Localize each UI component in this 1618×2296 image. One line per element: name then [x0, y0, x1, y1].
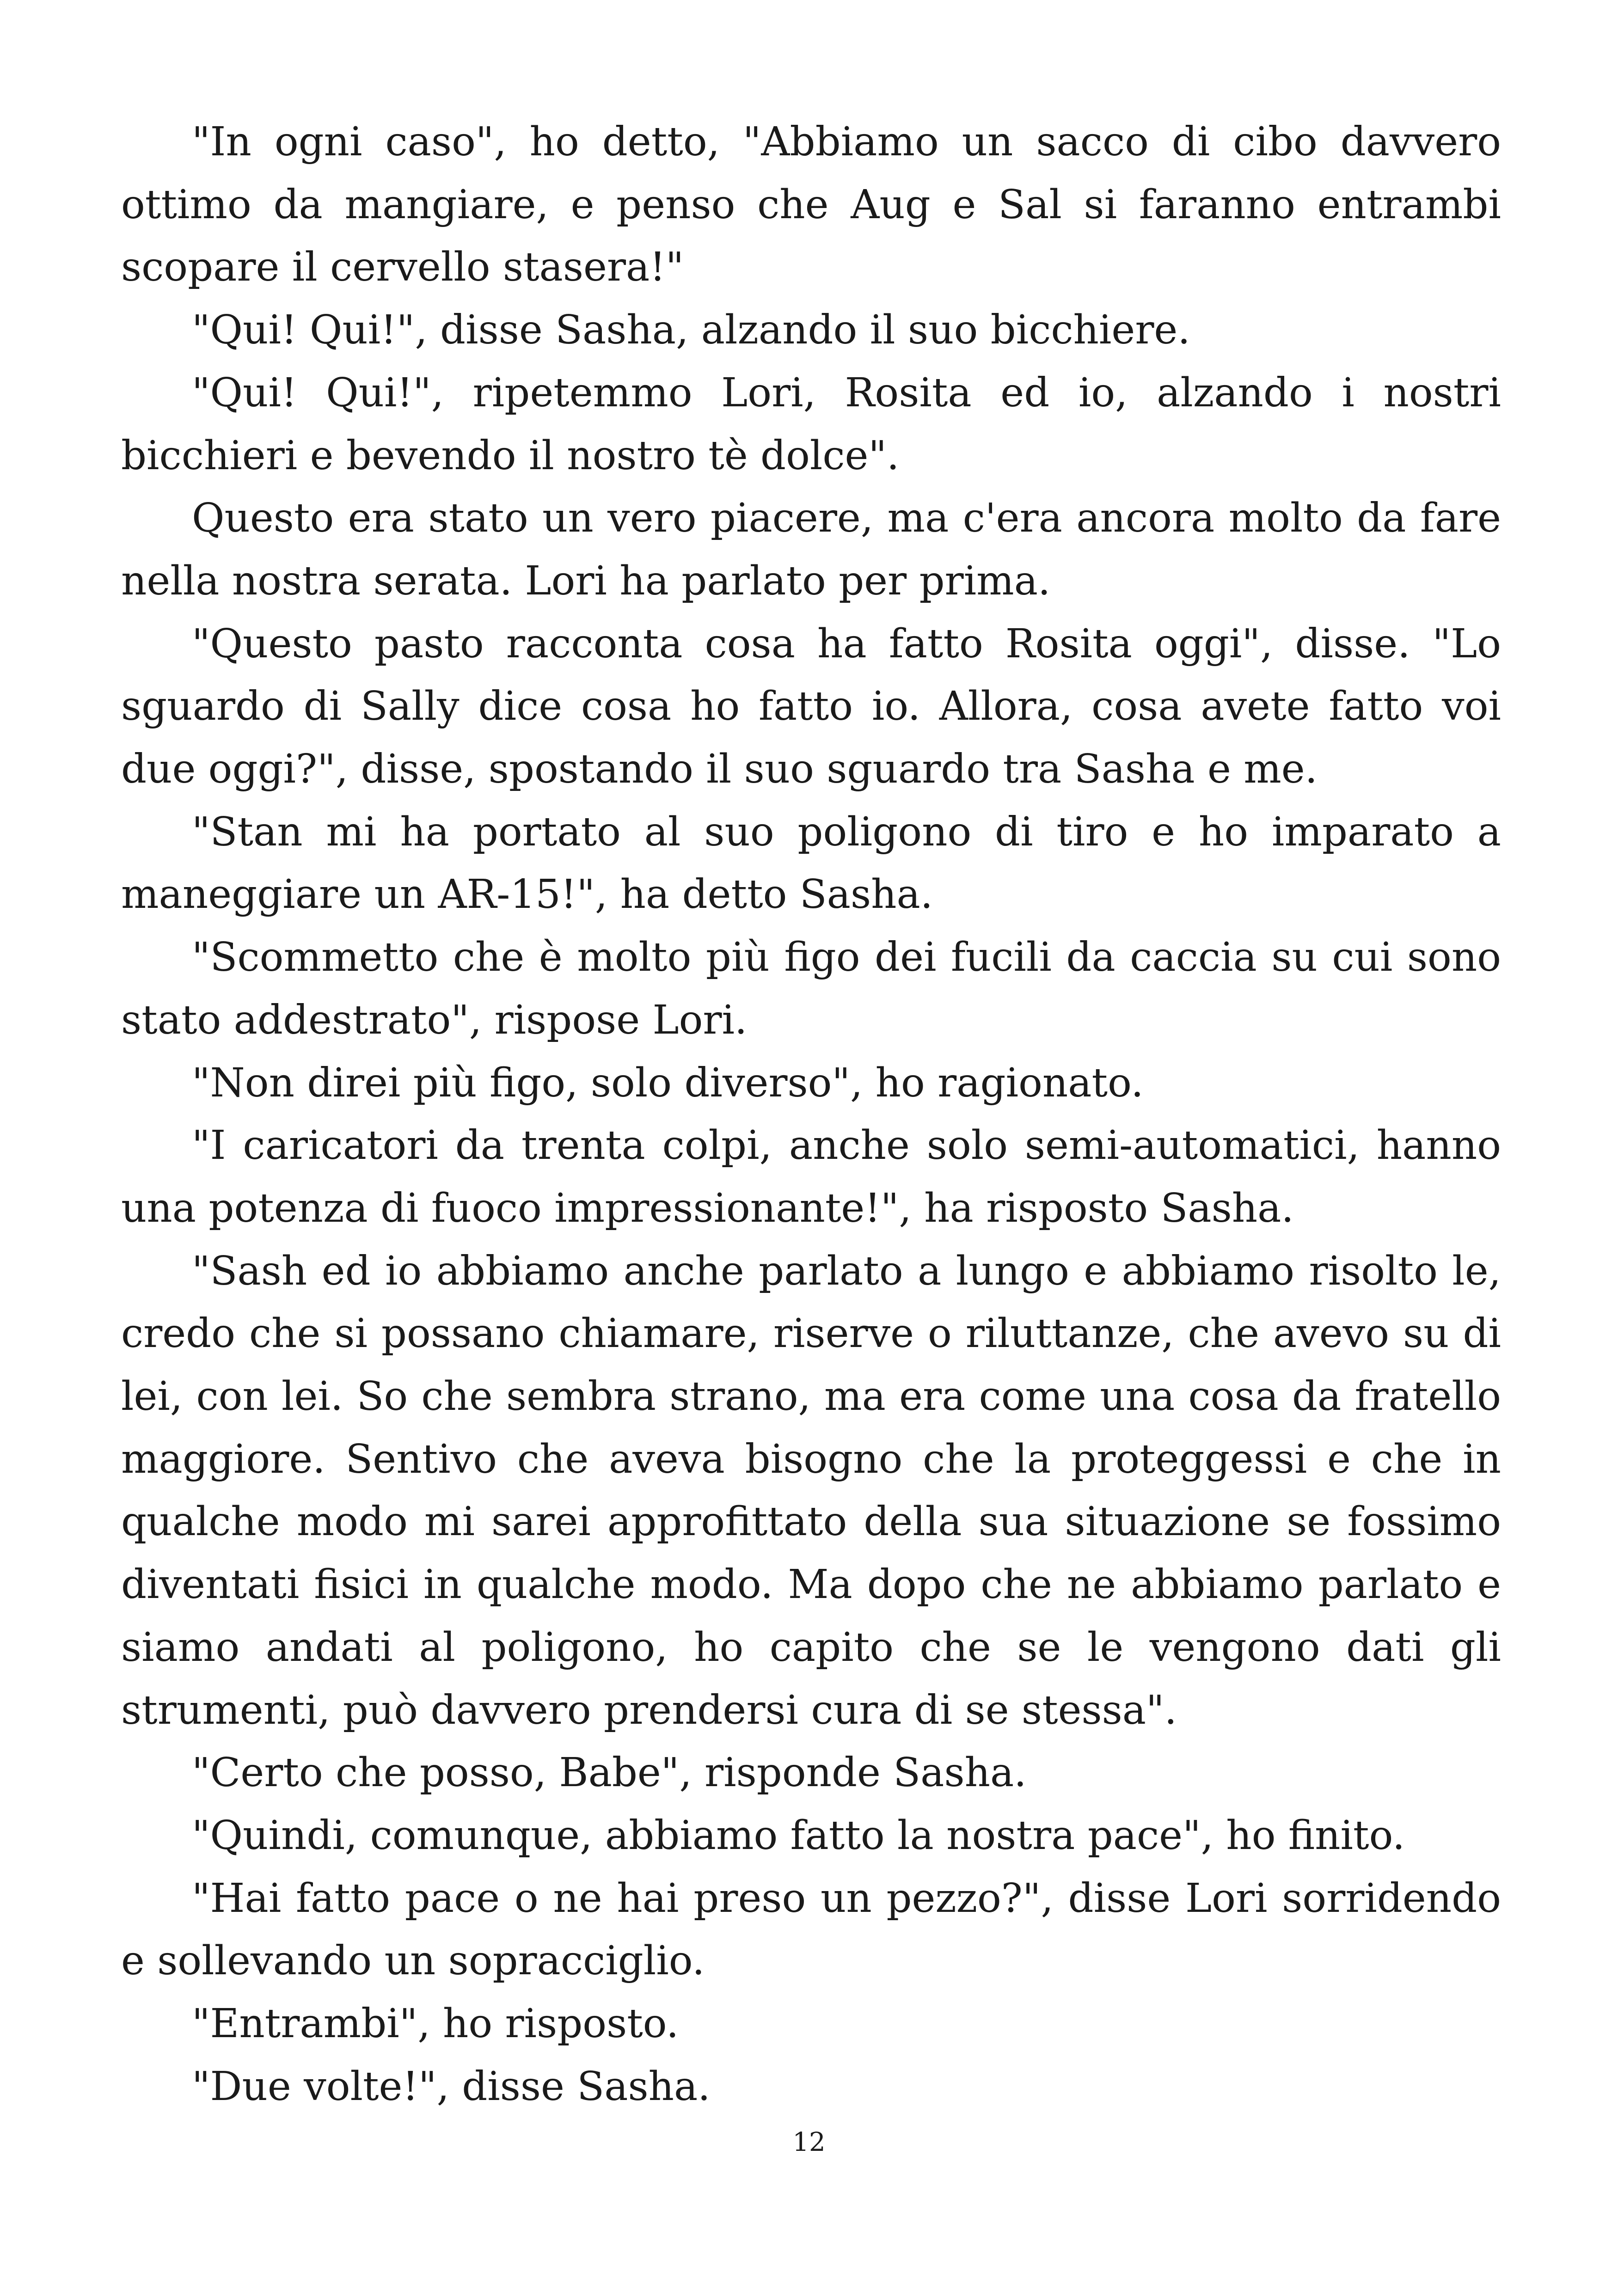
paragraph: "Qui! Qui!", disse Sasha, alzando il suo bicchiere. [192, 307, 1190, 354]
paragraph: "In ogni caso", ho detto, "Abbiamo un sacco di cibo davvero ottimo da mangiare, e penso che Aug e Sal si faranno entrambi scopare il cervello stasera!" [121, 119, 1501, 291]
paragraph: "Due volte!", disse Sasha. [192, 2063, 711, 2110]
paragraph: "I caricatori da trenta colpi, anche solo semi-automatici, hanno una potenza di fuoco impressionante!", ha risposto Sasha. [121, 1122, 1501, 1231]
paragraph: "Non direi più figo, solo diverso", ho ragionato. [192, 1059, 1144, 1106]
paragraph: "Qui! Qui!", ripetemmo Lori, Rosita ed io, alzando i nostri bicchieri e bevendo il nostro tè dolce". [121, 369, 1501, 479]
paragraph: Questo era stato un vero piacere, ma c'era ancora molto da fare nella nostra serata. Lori ha parlato per prima. [121, 495, 1501, 604]
paragraph: "Entrambi", ho risposto. [192, 2001, 679, 2047]
paragraph: "Scommetto che è molto più figo dei fucili da caccia su cui sono stato addestrato", rispose Lori. [121, 934, 1501, 1043]
page-number: 12 [792, 2127, 826, 2157]
paragraph: "Questo pasto racconta cosa ha fatto Rosita oggi", disse. "Lo sguardo di Sally dice cosa ho fatto io. Allora, cosa avete fatto voi due oggi?", disse, spostando il suo sguardo tra Sasha e me. [121, 620, 1501, 793]
paragraph: "Hai fatto pace o ne hai preso un pezzo?", disse Lori sorridendo e sollevando un sopracciglio. [121, 1875, 1501, 1984]
paragraph: "Certo che posso, Babe", risponde Sasha. [192, 1750, 1027, 1796]
paragraph: "Sash ed io abbiamo anche parlato a lungo e abbiamo risolto le, credo che si possano chiamare, riserve o riluttanze, che avevo su di lei, con lei. So che sembra strano, ma era come una cosa da fratello maggiore. Sentivo che aveva bisogno che la proteggessi e che in qualche modo mi sarei approfittato della sua situazione se fossimo diventati fisici in qualche modo. Ma dopo che ne abbiamo parlato e siamo andati al poligono, ho capito che se le vengono dati gli strumenti, può davvero prendersi cura di se stessa". [121, 1248, 1501, 1733]
body-text [121, 111, 1501, 2118]
paragraph: "Stan mi ha portato al suo poligono di tiro e ho imparato a maneggiare un AR-15!", ha detto Sasha. [121, 808, 1501, 918]
paragraph: "Quindi, comunque, abbiamo fatto la nostra pace", ho finito. [192, 1812, 1405, 1859]
